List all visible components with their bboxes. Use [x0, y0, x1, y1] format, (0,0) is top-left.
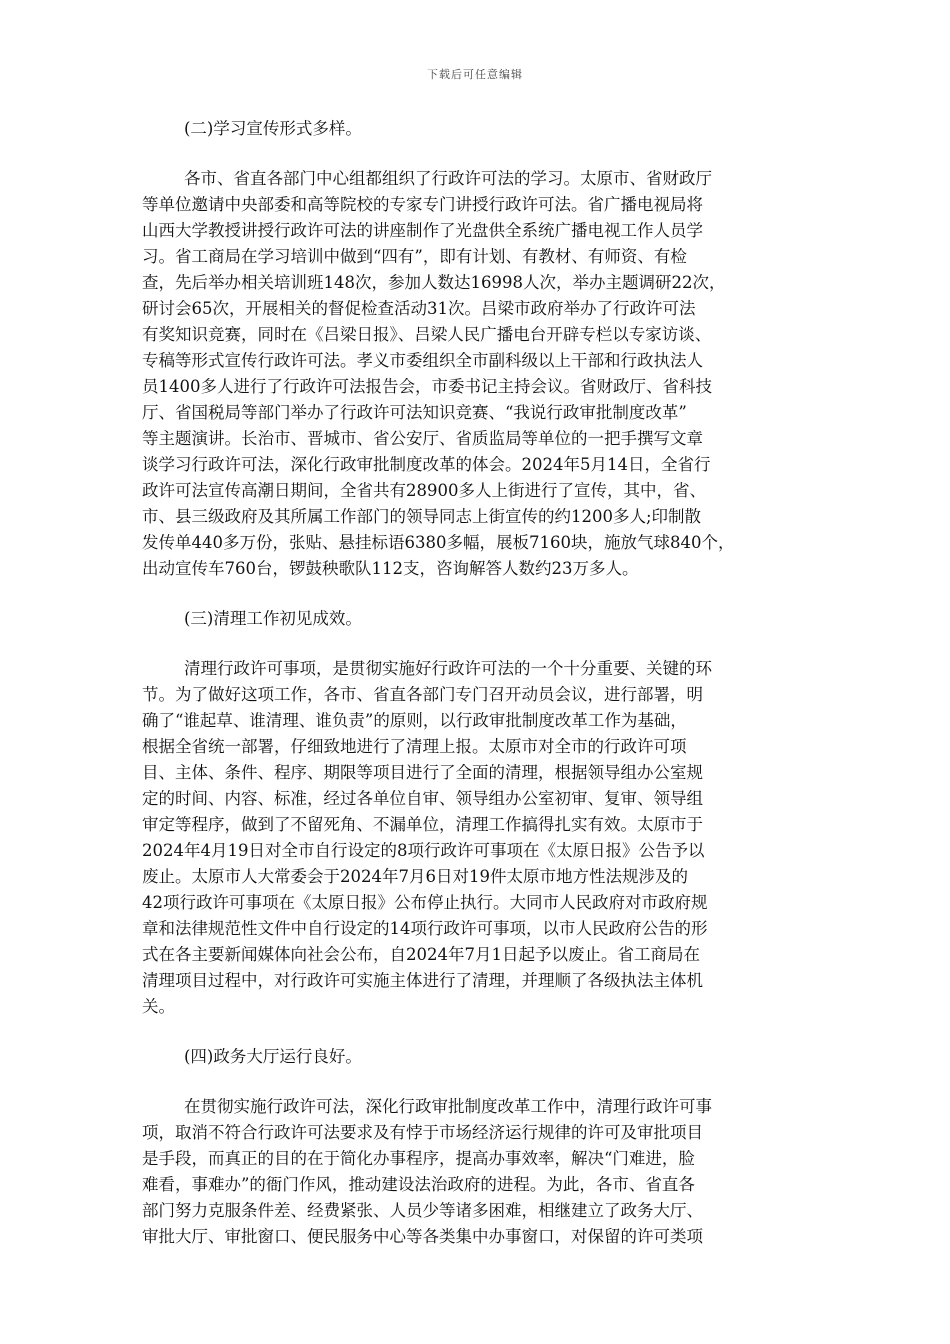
section-cleanup [142, 606, 810, 1020]
text-line: 节。为了做好这项工作，各市、省直各部门专门召开动员会议，进行部署，明 [142, 685, 703, 704]
text-line: 是手段，而真正的目的在于简化办事程序，提高办事效率，解决“门难进，脸 [142, 1149, 695, 1168]
text-line: 关。 [142, 997, 175, 1016]
text-line: 山西大学教授讲授行政许可法的讲座制作了光盘供全系统广播电视工作人员学 [142, 221, 703, 240]
section-paragraph [142, 1094, 810, 1250]
text-line: 等主题演讲。长治市、晋城市、省公安厅、省质监局等单位的一把手撰写文章 [142, 429, 703, 448]
text-line: 部门努力克服条件差、经费紧张、人员少等诸多困难，相继建立了政务大厅、 [142, 1201, 703, 1220]
section-paragraph [142, 656, 810, 1020]
text-line: 在贯彻实施行政许可法，深化行政审批制度改革工作中，清理行政许可事 [184, 1097, 712, 1116]
section-heading: (二)学习宣传形式多样。 [184, 119, 362, 138]
text-line: 审定等程序，做到了不留死角、不漏单位，清理工作搞得扎实有效。太原市于 [142, 815, 703, 834]
text-line: 市、县三级政府及其所属工作部门的领导同志上街宣传的约1200多人;印制散 [142, 507, 702, 526]
section-service-hall [142, 1044, 810, 1250]
document-body [142, 116, 810, 1274]
text-line: 根据全省统一部署，仔细致地进行了清理上报。太原市对全市的行政许可项 [142, 737, 687, 756]
page-header-note: 下载后可任意编辑 [427, 68, 523, 81]
text-line: 出动宣传车760台，锣鼓秧歌队112支，咨询解答人数约23万多人。 [142, 559, 639, 578]
text-line: 习。省工商局在学习培训中做到“四有”，即有计划、有教材、有师资、有检 [142, 247, 687, 266]
text-line: 确了“谁起草、谁清理、谁负责”的原则，以行政审批制度改革工作为基础， [142, 711, 687, 730]
text-line: 政许可法宣传高潮日期间，全省共有28900多人上街进行了宣传，其中，省、 [142, 481, 706, 500]
text-line: 清理行政许可事项，是贯彻实施好行政许可法的一个十分重要、关键的环 [184, 659, 712, 678]
text-line: 有奖知识竞赛，同时在《吕梁日报》、吕梁人民广播电台开辟专栏以专家访谈、 [142, 325, 712, 344]
section-heading: (三)清理工作初见成效。 [184, 609, 362, 628]
text-line: 废止。太原市人大常委会于2024年7月6日对19件太原市地方性法规涉及的 [142, 867, 688, 886]
text-line: 审批大厅、审批窗口、便民服务中心等各类集中办事窗口，对保留的许可类项 [142, 1227, 703, 1246]
text-line: 研讨会65次，开展相关的督促检查活动31次。吕梁市政府举办了行政许可法 [142, 299, 696, 318]
text-line: 项，取消不符合行政许可法要求及有悖于市场经济运行规律的许可及审批项目 [142, 1123, 703, 1142]
section-paragraph [142, 166, 810, 582]
text-line: 各市、省直各部门中心组都组织了行政许可法的学习。太原市、省财政厅 [184, 169, 712, 188]
section-publicity [142, 116, 810, 582]
text-line: 谈学习行政许可法，深化行政审批制度改革的体会。2024年5月14日，全省行 [142, 455, 711, 474]
text-line: 难看，事难办”的衙门作风，推动建设法治政府的进程。为此，各市、省直各 [142, 1175, 695, 1194]
text-line: 员1400多人进行了行政许可法报告会，市委书记主持会议。省财政厅、省科技 [142, 377, 712, 396]
text-line: 2024年4月19日对全市自行设定的8项行政许可事项在《太原日报》公告予以 [142, 841, 705, 860]
text-line: 目、主体、条件、程序、期限等项目进行了全面的清理，根据领导组办公室规 [142, 763, 703, 782]
text-line: 专稿等形式宣传行政许可法。孝义市委组织全市副科级以上干部和行政执法人 [142, 351, 703, 370]
text-line: 厅、省国税局等部门举办了行政许可法知识竞赛、“我说行政审批制度改革” [142, 403, 687, 422]
section-heading: (四)政务大厅运行良好。 [184, 1047, 362, 1066]
text-line: 章和法律规范性文件中自行设定的14项行政许可事项，以市人民政府公告的形 [142, 919, 708, 938]
text-line: 42项行政许可事项在《太原日报》公布停止执行。大同市人民政府对市政府规 [142, 893, 708, 912]
text-line: 查，先后举办相关培训班148次，参加人数达16998人次，举办主题调研22次， [142, 273, 726, 292]
text-line: 定的时间、内容、标准，经过各单位自审、领导组办公室初审、复审、领导组 [142, 789, 703, 808]
text-line: 发传单440多万份，张贴、悬挂标语6380多幅，展板7160块，施放气球840个， [142, 533, 735, 552]
text-line: 等单位邀请中央部委和高等院校的专家专门讲授行政许可法。省广播电视局将 [142, 195, 703, 214]
text-line: 清理项目过程中，对行政许可实施主体进行了清理，并理顺了各级执法主体机 [142, 971, 703, 990]
text-line: 式在各主要新闻媒体向社会公布，自2024年7月1日起予以废止。省工商局在 [142, 945, 700, 964]
